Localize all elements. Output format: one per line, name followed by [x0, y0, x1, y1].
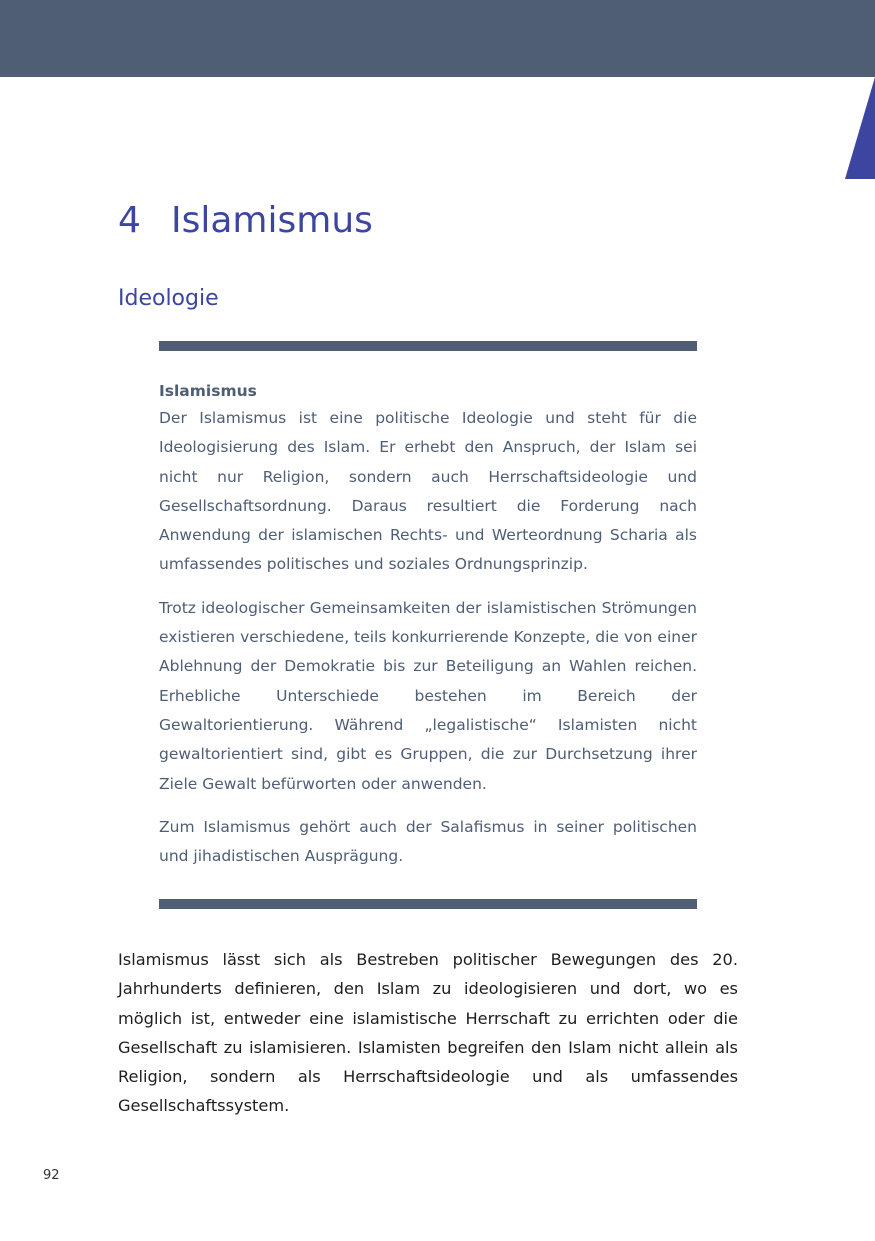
- corner-tab-marker: [845, 77, 875, 179]
- body-paragraph: Islamismus lässt sich als Bestreben politischer Bewegungen des 20. Jahrhunderts definieren, den Islam zu ideologisieren und dort, wo es möglich ist, entweder eine islamistische Herrschaft zu errichten oder die Gesellschaft zu islamisieren. Islamisten begreifen den Islam nicht allein als Religion, sondern als Herrschaftsideologie und als umfassendes Gesellschaftssystem.: [118, 950, 738, 1116]
- definition-box-bottom-rule: [159, 899, 697, 909]
- chapter-title: Islamismus: [171, 200, 373, 241]
- header-band: [0, 0, 875, 77]
- section-heading: Ideologie: [118, 286, 219, 311]
- definition-box: [159, 378, 697, 885]
- chapter-number: 4: [118, 200, 141, 241]
- definition-paragraph: Der Islamismus ist eine politische Ideologie und steht für die Ideologisierung des Islam. Er erhebt den Anspruch, der Islam sei nicht nur Religion, sondern auch Herrschaftsideologie und Gesellschaftsordnung. Daraus resultiert die Forderung nach Anwendung der islamischen Rechts- und Werteordnung Scharia als umfassendes politisches und soziales Ordnungsprinzip.: [159, 409, 697, 574]
- chapter-heading: [118, 200, 373, 241]
- definition-title: Islamismus: [159, 382, 257, 400]
- definition-paragraph: Zum Islamismus gehört auch der Salafismus in seiner politischen und jihadistischen Ausprägung.: [159, 817, 697, 866]
- definition-paragraph: Trotz ideologischer Gemeinsamkeiten der islamistischen Strömungen existieren verschiedene, teils konkurrierende Konzepte, die von einer Ablehnung der Demokratie bis zur Beteiligung an Wahlen reichen. Erhebliche Unterschiede bestehen im Bereich der Gewaltorientierung. Während „legalistische“ Islamisten nicht gewaltorientiert sind, gibt es Gruppen, die zur Durchsetzung ihrer Ziele Gewalt befürworten oder anwenden.: [159, 598, 697, 793]
- page-number: 92: [43, 1168, 60, 1183]
- definition-box-top-rule: [159, 341, 697, 351]
